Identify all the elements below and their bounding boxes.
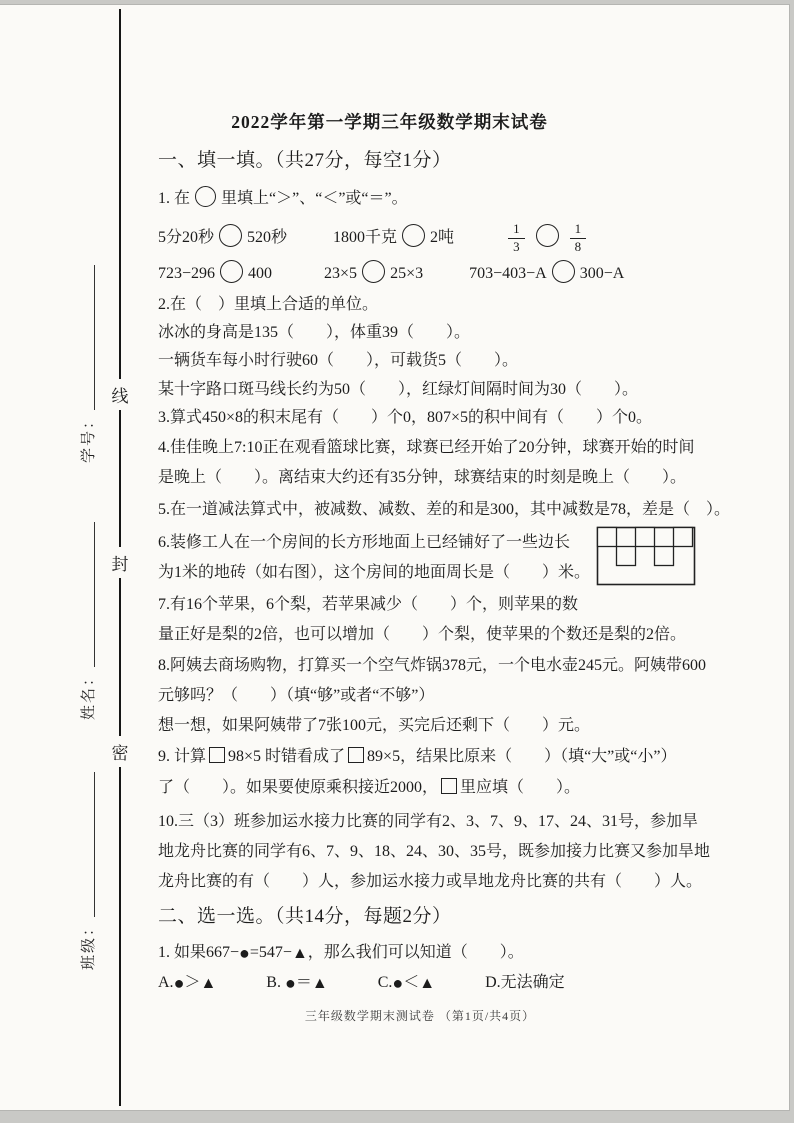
q1-lead: 1. 在 里填上“＞”、“＜”或“＝”。 (158, 186, 408, 211)
name-field (78, 520, 98, 720)
option-d: D.无法确定 (485, 974, 565, 991)
q5-line: 5.在一道减法算式中，被减数、减数、差的和是300，其中减数是78，差是（ ）。 (158, 501, 731, 518)
option-c: C.●＜▲ (377, 973, 436, 993)
filled-triangle-icon: ▲ (419, 975, 436, 992)
student-no-label: 学号： (81, 411, 97, 463)
section2-heading: 二、选一选。（共14分，每题2分） (158, 906, 452, 927)
q1-row2 (158, 260, 624, 286)
name-underline (94, 522, 95, 667)
seal-char-feng: 封 (108, 547, 132, 578)
compare-pair-fractions (506, 222, 588, 255)
q2-item-height: 冰冰的身高是135（ ），体重39（ ）。 (158, 324, 471, 341)
q10-line2: 地龙舟比赛的同学有6、7、9、18、24、30、35号，既参加接力比赛又参加旱地 (158, 843, 711, 860)
q1-row1 (158, 222, 588, 255)
option-a: A.●＞▲ (158, 973, 217, 993)
q9-line2: 了（ ）。如果要使原乘积接近2000， 里应填（ ）。 (158, 779, 581, 796)
option-b: B. ●＝▲ (266, 973, 328, 993)
q4-line1: 4.佳佳晚上7:10正在观看篮球比赛，球赛已经开始了20分钟，球赛开始的时间 (158, 439, 695, 456)
q9-line1: 9. 计算 98×5 时错看成了 89×5，结果比原来（ ）（填“大”或“小”） (158, 748, 677, 765)
filled-circle-icon: ● (239, 943, 250, 963)
filled-triangle-icon: ▲ (291, 945, 308, 962)
q2-line: 2.在（ ）里填上合适的单位。 (158, 296, 379, 313)
s2-q1-line: 1. 如果667−●=547−▲，那么我们可以知道（ ）。 (158, 943, 524, 963)
compare-circle-icon (362, 260, 385, 283)
q6-line2: 为1米的地砖（如右图），这个房间的地面周长是（ ）米。 (158, 564, 591, 581)
compare-circle-icon (220, 260, 243, 283)
compare-circle-icon (402, 224, 425, 247)
q8-line2: 元够吗？（ ）（填“够”或者“不够”） (158, 687, 435, 704)
compare-pair: 703−403−A 300−A (469, 260, 624, 286)
compare-pair: 23×5 25×3 (324, 260, 423, 286)
q10-line1: 10.三（3）班参加运水接力比赛的同学有2、3、7、9、17、24、31号，参加旱 (158, 813, 699, 830)
q2-item-crosswalk: 某十字路口斑马线长约为50（ ），红绿灯间隔时间为30（ ）。 (158, 381, 639, 398)
q6-line1: 6.装修工人在一个房间的长方形地面上已经铺好了一些边长 (158, 534, 571, 551)
q7-line2: 量正好是梨的2倍，也可以增加（ ）个梨，使苹果的个数还是梨的2倍。 (158, 626, 687, 643)
compare-pair: 5分20秒 520秒 (158, 224, 287, 250)
seal-char-line: 线 (108, 379, 132, 410)
q4-line2: 是晚上（ ）。离结束大约还有35分钟，球赛结束的时刻是晚上（ ）。 (158, 469, 687, 486)
q8-line3: 想一想，如果阿姨带了7张100元，买完后还剩下（ ）元。 (158, 717, 591, 734)
compare-circle-icon (552, 260, 575, 283)
class-label: 班级： (81, 918, 97, 970)
q8-line1: 8.阿姨去商场购物，打算买一个空气炸锅378元，一个电水壶245元。阿姨带600 (158, 657, 707, 674)
compare-pair: 1800千克 2吨 (333, 224, 454, 250)
compare-circle-icon (219, 224, 242, 247)
page-title: 2022学年第一学期三年级数学期末试卷 (231, 112, 548, 132)
s2-q1-options (158, 971, 565, 995)
filled-circle-icon: ● (284, 973, 296, 993)
section1-heading: 一、填一填。（共27分，每空1分） (158, 150, 452, 171)
q2-item-truck: 一辆货车每小时行驶60（ ），可载货5（ ）。 (158, 352, 519, 369)
class-field (78, 770, 98, 970)
class-underline (94, 772, 95, 917)
name-label: 姓名： (81, 668, 97, 720)
compare-pair: 723−296 400 (158, 260, 272, 286)
q3-line: 3.算式450×8的积末尾有（ ）个0，807×5的积中间有（ ）个0。 (158, 409, 653, 426)
fraction-1-8: $\frac{1}{8}$ (570, 222, 587, 255)
filled-triangle-icon: ▲ (311, 975, 328, 992)
q7-line1: 7.有16个苹果，6个梨，若苹果减少（ ）个，则苹果的数 (158, 596, 579, 613)
fraction-1-3: $\frac{1}{3}$ (508, 222, 525, 255)
filled-circle-icon: ● (173, 973, 185, 993)
floor-tiles-figure (596, 526, 697, 592)
compare-circle-icon (536, 224, 559, 247)
blank-box-icon (441, 778, 457, 794)
filled-circle-icon: ● (392, 973, 404, 993)
q10-line3: 龙舟比赛的有（ ）人，参加运水接力或旱地龙舟比赛的共有（ ）人。 (158, 873, 703, 890)
blank-box-icon (209, 747, 225, 763)
filled-triangle-icon: ▲ (200, 975, 217, 992)
student-no-underline (94, 265, 95, 410)
blank-box-icon (348, 747, 364, 763)
exam-page (0, 5, 789, 1110)
seal-char-mi: 密 (108, 736, 132, 767)
student-no-field (78, 263, 98, 463)
empty-circle-icon (195, 186, 216, 207)
page-footer: 三年级数学期末测试卷 （第1页/共4页） (304, 1009, 536, 1023)
